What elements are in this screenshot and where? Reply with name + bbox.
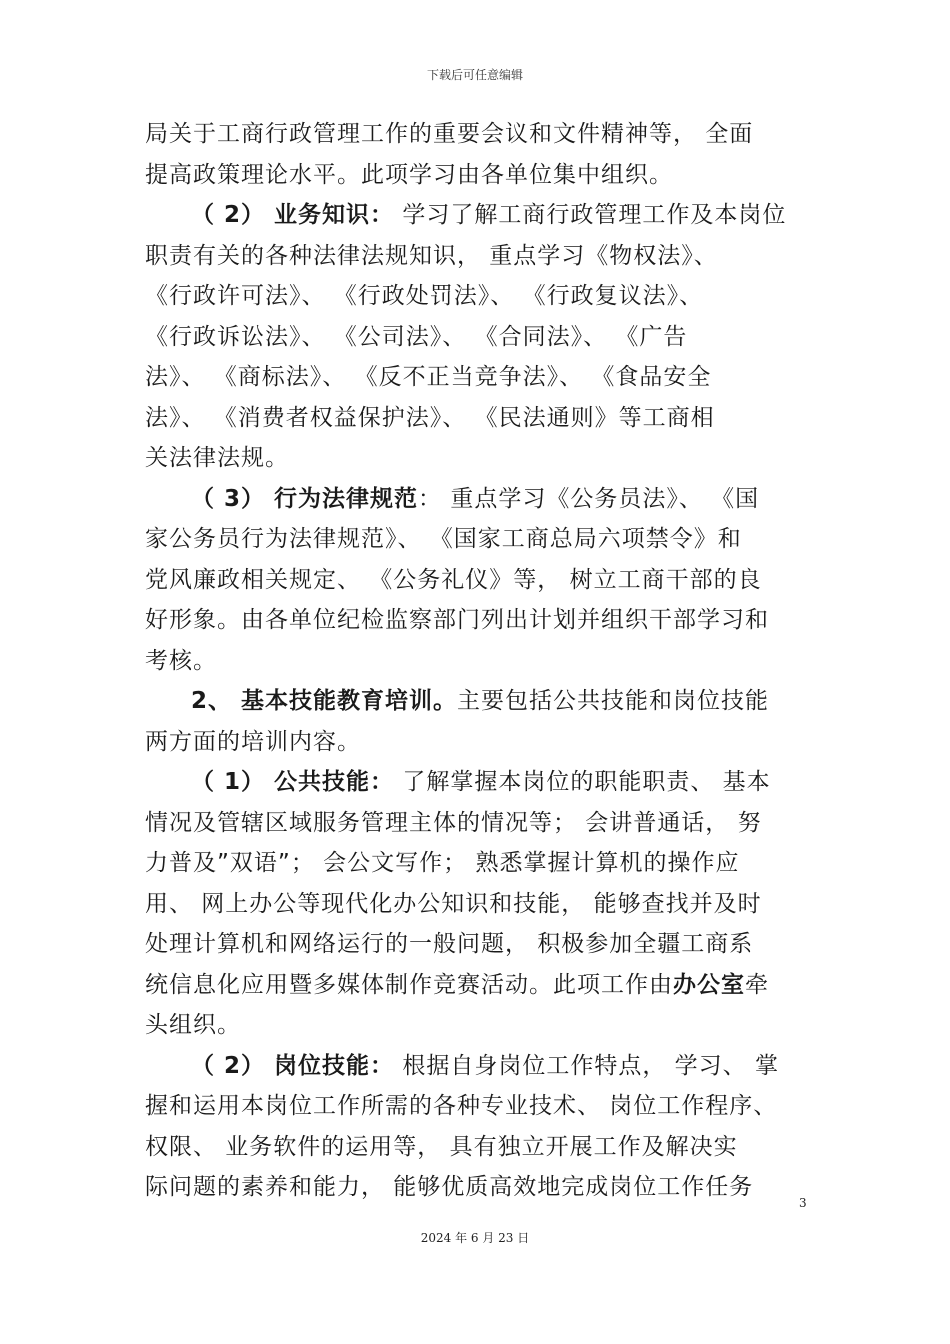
text-line (145, 155, 815, 196)
text-run: 了解掌握本岗位的职能职责、 基本 (394, 769, 771, 795)
text-run: 家公务员行为法律规范》、 《国家工商总局六项禁令》和 (145, 526, 742, 552)
text-run: 《行政许可法》、 《行政处罚法》、 《行政复议法》、 (145, 283, 704, 309)
text-line (145, 519, 815, 560)
document-body (145, 114, 815, 1208)
text-line (145, 641, 815, 682)
text-run: 主要包括公共技能和岗位技能 (457, 688, 770, 714)
text-line (145, 924, 815, 965)
text-line (145, 600, 815, 641)
text-run: 际问题的素养和能力， 能够优质高效地完成岗位工作任务 (145, 1174, 754, 1200)
section-heading-line (145, 681, 815, 722)
text-run: 情况及管辖区域服务管理主体的情况等； 会讲普通话， 努 (145, 809, 762, 836)
text-line (145, 1086, 815, 1127)
section-heading: 2、 基本技能教育培训。 (191, 688, 458, 714)
text-line (145, 560, 815, 601)
text-line (145, 276, 815, 317)
text-run: 根据自身岗位工作特点， 学习、 掌 (394, 1052, 779, 1079)
text-run: 用、 网上办公等现代化办公知识和技能， 能够查找并及时 (145, 890, 762, 917)
text-line (145, 1167, 815, 1208)
subheading-line (145, 479, 815, 520)
text-run: 头组织。 (145, 1012, 241, 1038)
text-line (145, 438, 815, 479)
page-header: 下载后可任意编辑 (426, 68, 523, 82)
text-run: 牵 (745, 971, 769, 998)
text-line (145, 1005, 815, 1046)
text-run: 好形象。由各单位纪检监察部门列出计划并组织干部学习和 (145, 607, 769, 633)
text-run: ： 重点学习《公务员法》、 《国 (418, 485, 760, 512)
text-line (145, 357, 815, 398)
text-run: 党风廉政相关规定、 《公务礼仪》等， 树立工商干部的良 (145, 566, 762, 593)
text-run: 处理计算机和网络运行的一般问题， 积极参加全疆工商系 (145, 931, 754, 957)
subheading-label: （ 3） 行为法律规范 (191, 485, 419, 512)
emphasis-run: 办公室 (673, 971, 745, 998)
text-line (145, 236, 815, 277)
text-line (145, 722, 815, 763)
text-run: 法》、 《消费者权益保护法》、 《民法通则》等工商相 (145, 404, 715, 431)
text-run: 法》、 《商标法》、 《反不正当竞争法》、 《食品安全 (145, 364, 712, 390)
text-line (145, 843, 815, 884)
text-run: 考核。 (145, 647, 217, 674)
subheading-label: （ 1） 公共技能： (191, 769, 395, 795)
text-run: 《行政诉讼法》、 《公司法》、 《合同法》、 《广告 (145, 323, 688, 350)
text-line (145, 398, 815, 439)
footer-date: 2024 年 6 月 23 日 (420, 1231, 530, 1245)
text-run: 权限、 业务软件的运用等， 具有独立开展工作及解决实 (145, 1133, 738, 1160)
text-line (145, 965, 815, 1006)
text-line (145, 114, 815, 155)
text-line (145, 317, 815, 358)
subheading-line (145, 195, 815, 236)
text-line (145, 803, 815, 844)
text-run: 力普及”双语”； 会公文写作； 熟悉掌握计算机的操作应 (145, 850, 740, 876)
subheading-label: （ 2） 岗位技能： (191, 1052, 395, 1079)
text-run: 关法律法规。 (145, 445, 289, 471)
subheading-line (145, 1046, 815, 1087)
subheading-line (145, 762, 815, 803)
text-run: 握和运用本岗位工作所需的各种专业技术、 岗位工作程序、 (145, 1093, 778, 1119)
text-line (145, 884, 815, 925)
text-line (145, 1127, 815, 1168)
text-run: 学习了解工商行政管理工作及本岗位 (394, 202, 787, 228)
text-run: 统信息化应用暨多媒体制作竞赛活动。此项工作由 (145, 971, 673, 998)
text-run: 局关于工商行政管理工作的重要会议和文件精神等， 全面 (145, 121, 754, 147)
text-run: 提高政策理论水平。此项学习由各单位集中组织。 (145, 161, 673, 188)
text-run: 两方面的培训内容。 (145, 728, 361, 755)
subheading-label: （ 2） 业务知识： (191, 202, 395, 228)
page-number: 3 (799, 1196, 807, 1210)
text-run: 职责有关的各种法律法规知识， 重点学习《物权法》、 (145, 242, 718, 269)
